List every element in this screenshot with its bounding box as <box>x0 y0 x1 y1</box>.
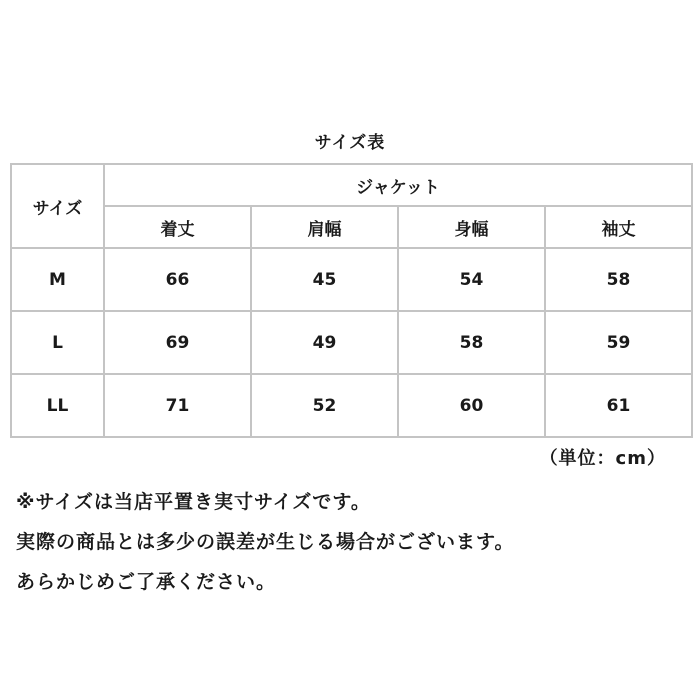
page-title: サイズ表 <box>314 133 386 153</box>
notes-block <box>16 482 686 602</box>
column-header-chest: 身幅 <box>398 206 545 248</box>
row-size-label: L <box>11 311 104 374</box>
table-header-row <box>11 164 692 206</box>
row-size-label: M <box>11 248 104 311</box>
table-row <box>11 248 692 311</box>
note-line: ※サイズは当店平置き実寸サイズです。 <box>16 491 371 513</box>
table-cell: 45 <box>251 248 398 311</box>
table-row <box>11 374 692 437</box>
table-cell: 58 <box>398 311 545 374</box>
table-cell: 69 <box>104 311 251 374</box>
unit-note: （単位：cm） <box>539 448 666 469</box>
table-cell: 52 <box>251 374 398 437</box>
note-line: あらかじめご了承ください。 <box>16 571 277 593</box>
table-cell: 71 <box>104 374 251 437</box>
note-line: 実際の商品とは多少の誤差が生じる場合がございます。 <box>16 531 515 553</box>
jacket-group-header: ジャケット <box>104 164 692 206</box>
table-cell: 66 <box>104 248 251 311</box>
table-cell: 58 <box>545 248 692 311</box>
column-header-sleeve: 袖丈 <box>545 206 692 248</box>
table-cell: 60 <box>398 374 545 437</box>
size-column-header: サイズ <box>11 164 104 248</box>
table-cell: 59 <box>545 311 692 374</box>
table-row <box>11 311 692 374</box>
table-cell: 54 <box>398 248 545 311</box>
table-cell: 61 <box>545 374 692 437</box>
column-header-length: 着丈 <box>104 206 251 248</box>
table-cell: 49 <box>251 311 398 374</box>
table-subheader-row <box>11 206 692 248</box>
column-header-shoulder: 肩幅 <box>251 206 398 248</box>
size-table <box>10 163 693 438</box>
row-size-label: LL <box>11 374 104 437</box>
